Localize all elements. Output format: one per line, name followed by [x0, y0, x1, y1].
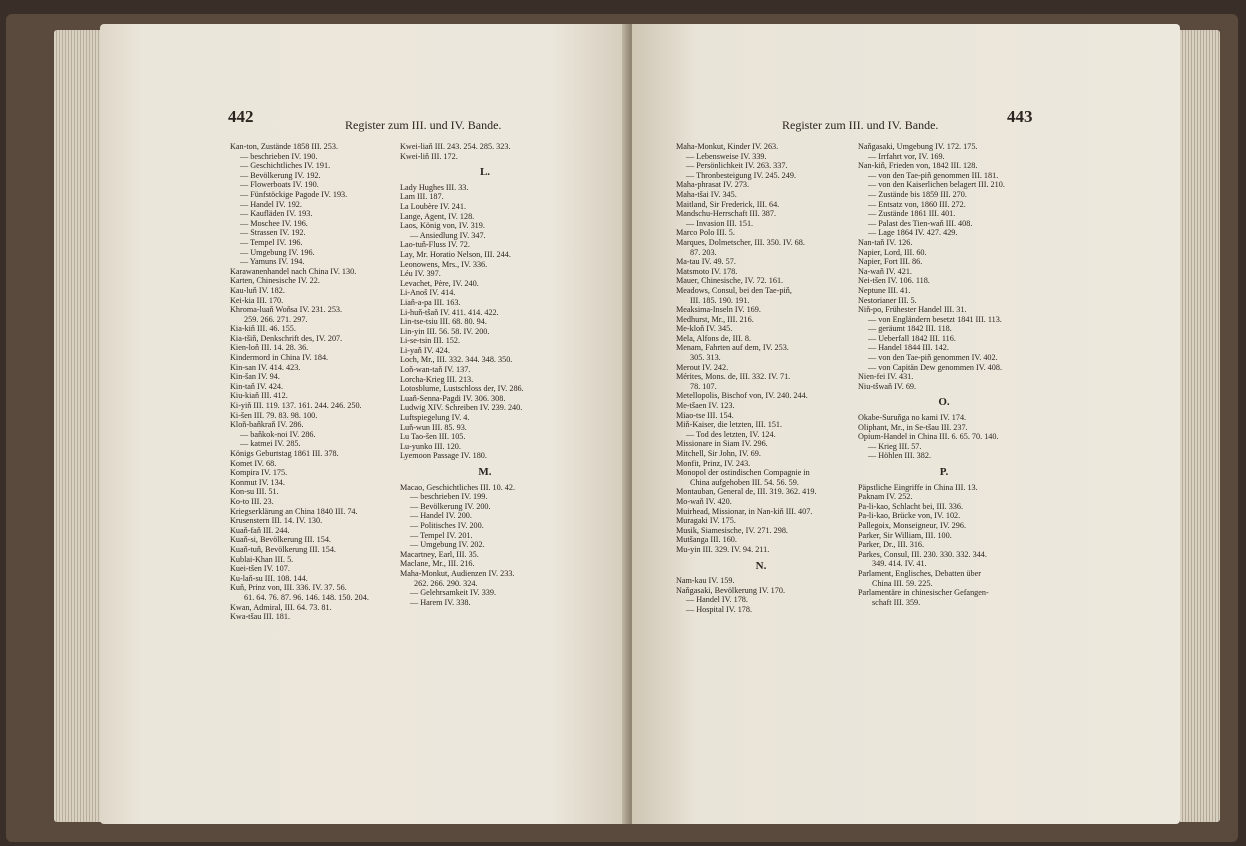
index-entry: — Zustände 1861 III. 401. [868, 209, 956, 219]
index-entry: Mérites, Mons. de, III. 332. IV. 71. [676, 372, 791, 382]
index-entry: Mandschu-Herrschaft III. 387. [676, 209, 777, 219]
index-entry: Marques, Dolmetscher, III. 350. IV. 68. [676, 237, 805, 247]
index-entry: — Tempel IV. 196. [240, 237, 303, 247]
index-entry: — Politisches IV. 200. [410, 520, 484, 530]
index-entry: 61. 64. 76. 87. 96. 146. 148. 150. 204. [244, 592, 369, 602]
index-entry: Kuaň-faň III. 244. [230, 525, 290, 535]
index-entry: schaft III. 359. [872, 597, 921, 607]
index-entry: Parlamentäre in chinesischer Gefangen- [858, 588, 989, 598]
index-entry: — Handel 1844 III. 142. [868, 343, 949, 353]
index-entry: 78. 107. [690, 381, 717, 391]
index-entry: Kien-loň III. 14. 28. 36. [230, 343, 309, 353]
left-page-edges [54, 30, 102, 822]
index-entry: Kuaň-si, Bevölkerung III. 154. [230, 535, 331, 545]
index-entry: Konmut IV. 134. [230, 477, 285, 487]
index-entry: 305. 313. [690, 353, 721, 363]
index-entry: Me-kloň IV. 345. [676, 324, 733, 334]
index-entry: — Hospital IV. 178. [686, 604, 753, 614]
index-entry: Ku-laň-su III. 108. 144. [230, 573, 308, 583]
index-entry: Li-Anoš IV. 414. [400, 288, 456, 298]
index-entry: Lay, Mr. Horatio Nelson, III. 244. [400, 249, 511, 259]
right-page [632, 24, 1180, 824]
index-entry: Lange, Agent, IV. 128. [400, 211, 475, 221]
index-entry: Kin-šan IV. 94. [230, 372, 280, 382]
right-column-2 [858, 142, 1030, 607]
index-entry: Medhurst, Mr., III. 216. [676, 314, 754, 324]
index-entry: Maha-tšai IV. 345. [676, 189, 737, 199]
index-entry: — beschrieben IV. 190. [240, 151, 318, 161]
index-entry: 259. 266. 271. 297. [244, 314, 308, 324]
index-entry: China aufgehoben III. 54. 56. 59. [690, 477, 799, 487]
index-entry: Parker, Sir William, III. 100. [858, 530, 952, 540]
left-running-header: Register zum III. und IV. Bande. [345, 118, 502, 132]
index-entry: — Flowerboats IV. 190. [240, 180, 319, 190]
index-entry: — Ueberfall 1842 III. 116. [868, 333, 956, 343]
index-entry: — Moschee IV. 196. [240, 218, 308, 228]
index-entry: Kia-kiň III. 46. 155. [230, 324, 296, 334]
index-entry: Maha-Monkut, Kinder IV. 263. [676, 142, 779, 151]
index-entry: — Invasion III. 151. [686, 218, 754, 228]
index-entry: Mela, Alfons de, III. 8. [676, 333, 752, 343]
index-entry: Lin-yin III. 56. 58. IV. 200. [400, 326, 490, 336]
index-entry: Khroma-luaň Woňsa IV. 231. 253. [230, 305, 343, 315]
index-entry: Metellopolis, Bischof von, IV. 240. 244. [676, 391, 808, 401]
index-entry: Kiu-kiaň III. 412. [230, 391, 288, 401]
index-entry: — Geschichtliches IV. 191. [240, 161, 331, 171]
index-entry: Ki-yiň III. 119. 137. 161. 244. 246. 250. [230, 401, 362, 411]
index-entry: — Umgebung IV. 202. [410, 540, 485, 550]
index-entry: Kon-su III. 51. [230, 487, 279, 497]
index-entry: — Bevölkerung IV. 200. [410, 501, 491, 511]
index-entry: Parkes, Consul, III. 230. 330. 332. 344. [858, 549, 987, 559]
index-entry: Parker, Dr., III. 316. [858, 540, 925, 550]
section-heading-p: P. [939, 466, 949, 478]
section-heading-l: L. [479, 166, 491, 179]
index-entry: — Handel IV. 200. [410, 511, 472, 521]
index-entry: Kin-taň IV. 424. [230, 381, 284, 391]
index-entry: — Gelehrsamkeit IV. 339. [410, 588, 497, 598]
index-entry: Kwan, Admiral, III. 64. 73. 81. [230, 602, 332, 612]
section-heading-o: O. [938, 396, 950, 409]
index-entry: Maclane, Mr., III. 216. [400, 559, 475, 569]
index-entry: Montauban, General de, III. 319. 362. 419. [676, 487, 817, 497]
index-entry: — Fünfstöckige Pagode IV. 193. [240, 189, 348, 199]
index-entry: 262. 266. 290. 324. [414, 578, 478, 588]
index-entry: Luň-wun III. 85. 93. [400, 422, 467, 432]
index-entry: Kwei-liň III. 172. [400, 151, 458, 161]
index-entry: — Lage 1864 IV. 427. 429. [868, 228, 958, 238]
index-entry: Li-yaň IV. 424. [400, 345, 450, 355]
index-entry: Lu-yunko III. 120. [400, 441, 461, 451]
index-entry: Oliphant, Mr., in Se-tšau III. 237. [858, 422, 968, 432]
index-entry: Kloň-baňkraň IV. 286. [230, 420, 304, 430]
section-heading-n: N. [755, 559, 767, 572]
index-entry: Lao-tuň-Fluss IV. 72. [400, 240, 470, 250]
index-entry: — Höhlen III. 382. [868, 451, 931, 461]
index-entry: Mo-waň IV. 420. [676, 496, 732, 506]
index-entry: 349. 414. IV. 41. [872, 559, 927, 569]
index-entry: — von den Tae-piň genommen III. 181. [868, 170, 999, 180]
left-column-2 [400, 142, 570, 607]
index-entry: — Ansiedlung IV. 347. [410, 230, 486, 240]
index-entry: Liaň-a-pa III. 163. [400, 297, 461, 307]
index-entry: Niň-po, Frühester Handel III. 31. [858, 305, 967, 315]
index-entry: Maha-Monkut, Audienzen IV. 233. [400, 568, 515, 578]
index-entry: Mutšanga III. 160. [676, 535, 737, 545]
index-entry: Parlament, Englisches, Debatten über [858, 568, 982, 578]
index-entry: Marco Polo III. 5. [676, 228, 735, 238]
index-entry: Napier, Lord, III. 60. [858, 247, 927, 257]
index-entry: Lu Tao-šen III. 105. [400, 432, 466, 442]
index-entry: Kia-tšiň, Denkschrift des, IV. 207. [230, 333, 343, 343]
index-entry: Maha-phrasat IV. 273. [676, 180, 750, 190]
index-entry: — Irrfahrt vor, IV. 169. [868, 151, 945, 161]
right-column-1 [676, 142, 846, 615]
index-entry: Macao, Geschichtliches III. 10. 42. [400, 482, 516, 492]
index-entry: — Tempel IV. 201. [410, 530, 473, 540]
index-entry: — Lebensweise IV. 339. [686, 151, 767, 161]
index-entry: — Thronbesteigung IV. 245. 249. [686, 170, 796, 180]
index-entry: 87. 203. [690, 247, 717, 257]
index-entry: — geräumt 1842 III. 118. [868, 324, 952, 334]
index-entry: Léu IV. 397. [400, 269, 441, 279]
index-entry: Nam-kau IV. 159. [676, 576, 735, 586]
index-entry: Monfit, Prinz, IV. 243. [676, 458, 751, 468]
index-entry: Kublai-Khan III. 5. [230, 554, 294, 564]
index-entry: Krusenstern III. 14. IV. 130. [230, 516, 323, 526]
index-entry: Kindermord in China IV. 184. [230, 353, 329, 363]
index-entry: Miň-Kaiser, die letzten, III. 151. [676, 420, 783, 430]
index-entry: Kwa-tšau III. 181. [230, 612, 291, 622]
index-entry: — Bevölkerung IV. 192. [240, 170, 321, 180]
index-entry: Kuň, Prinz von, III. 336. IV. 37. 56. [230, 583, 347, 593]
index-entry: Kompira IV. 175. [230, 468, 288, 478]
index-entry: Missionare in Siam IV. 296. [676, 439, 768, 449]
right-running-header: Register zum III. und IV. Bande. [782, 118, 939, 132]
index-entry: — Yamuns IV. 194. [240, 257, 305, 267]
index-entry: Musik, Siamesische, IV. 271. 298. [676, 525, 788, 535]
index-entry: — Harem IV. 338. [410, 597, 471, 607]
left-page [100, 24, 630, 824]
index-entry: China III. 59. 225. [872, 578, 933, 588]
index-entry: Muirhead, Missionar, in Nan-kiň III. 407. [676, 506, 813, 516]
index-entry: — Tod des letzten, IV. 124. [686, 429, 776, 439]
index-entry: Pa-li-kao, Schlacht bei, III. 336. [858, 501, 964, 511]
index-entry: Mu-yin III. 329. IV. 94. 211. [676, 544, 770, 554]
index-entry: Luftspiegelung IV. 4. [400, 413, 470, 423]
right-page-number: 443 [1007, 107, 1033, 126]
index-entry: Muragaki IV. 175. [676, 516, 736, 526]
index-entry: Lady Hughes III. 33. [400, 182, 469, 192]
index-entry: — katmei IV. 285. [240, 439, 301, 449]
index-entry: Loch, Mr., III. 332. 344. 348. 350. [400, 355, 513, 365]
index-entry: Leonowens, Mrs., IV. 336. [400, 259, 488, 269]
index-entry: — Kaufläden IV. 193. [240, 209, 313, 219]
index-entry: — Zustände bis 1859 III. 270. [868, 189, 967, 199]
index-entry: Maitland, Sir Frederick, III. 64. [676, 199, 780, 209]
index-entry: Ki-šen III. 79. 83. 98. 100. [230, 410, 318, 420]
index-entry: — Persönlichkeit IV. 263. 337. [686, 161, 788, 171]
index-entry: — Umgebung IV. 196. [240, 247, 315, 257]
index-entry: — von Capitän Dew genommen IV. 408. [868, 362, 1003, 372]
index-entry: Naňgasaki, Bevölkerung IV. 170. [676, 585, 785, 595]
index-entry: Nei-tšen IV. 106. 118. [858, 276, 930, 286]
index-entry: Meadows, Consul, bei den Tae-piň, [676, 285, 792, 295]
index-entry: Me-tšaen IV. 123. [676, 401, 735, 411]
index-entry: Kei-kia III. 170. [230, 295, 284, 305]
index-entry: Ko-to III. 23. [230, 496, 274, 506]
index-entry: Kuei-tšen IV. 107. [230, 564, 290, 574]
index-entry: Kau-luň IV. 182. [230, 285, 285, 295]
index-entry: Nan-taň IV. 126. [858, 237, 913, 247]
index-entry: — Palast des Tien-waň III. 408. [868, 218, 973, 228]
left-column-1 [230, 142, 390, 622]
index-entry: Ludwig XIV. Schreiben IV. 239. 240. [400, 403, 523, 413]
index-entry: Nien-fei IV. 431. [858, 372, 914, 382]
index-entry: Laos, König von, IV. 319. [400, 221, 485, 231]
index-entry: III. 185. 190. 191. [690, 295, 750, 305]
index-entry: Opium-Handel in China III. 6. 65. 70. 140. [858, 432, 999, 442]
index-entry: Pallegoix, Monseigneur, IV. 296. [858, 520, 966, 530]
index-entry: Naňgasaki, Umgebung IV. 172. 175. [858, 142, 978, 151]
index-entry: Levachet, Père, IV. 240. [400, 278, 479, 288]
index-entry: Li-huň-tšaň IV. 411. 414. 422. [400, 307, 499, 317]
index-entry: Na-waň IV. 421. [858, 266, 912, 276]
index-entry: — Entsatz von, 1860 III. 272. [868, 199, 966, 209]
index-entry: Kwei-liaň III. 243. 254. 285. 323. [400, 142, 511, 151]
index-entry: Kin-san IV. 414. 423. [230, 362, 301, 372]
index-entry: — Strassen IV. 192. [240, 228, 306, 238]
index-entry: Merout IV. 242. [676, 362, 729, 372]
left-page-number: 442 [228, 107, 254, 126]
index-entry: Lin-tse-tsiu III. 68. 80. 94. [400, 317, 487, 327]
index-entry: Komet IV. 68. [230, 458, 277, 468]
index-entry: Lyemoon Passage IV. 180. [400, 451, 487, 461]
index-entry: — Handel IV. 178. [686, 595, 748, 605]
index-entry: — baňkok-noi IV. 286. [240, 429, 316, 439]
index-entry: Karten, Chinesische IV. 22. [230, 276, 320, 286]
index-entry: Napier, Fort III. 86. [858, 257, 923, 267]
index-entry: — von Engländern besetzt 1841 III. 113. [868, 314, 1002, 324]
index-entry: Lam III. 187. [400, 192, 444, 202]
index-entry: — Krieg III. 57. [868, 441, 922, 451]
index-entry: Menam, Fahrten auf dem, IV. 253. [676, 343, 789, 353]
index-entry: La Loubère IV. 241. [400, 201, 467, 211]
index-entry: Loň-wan-taň IV. 137. [400, 365, 471, 375]
index-entry: Neptune III. 41. [858, 285, 911, 295]
index-entry: Ma-tau IV. 49. 57. [676, 257, 736, 267]
index-entry: Kriegserklärung an China 1840 III. 74. [230, 506, 358, 516]
index-entry: — von den Tae-piň genommen IV. 402. [868, 353, 998, 363]
index-entry: Kuaň-tuň, Bevölkerung III. 154. [230, 544, 336, 554]
index-entry: Lorcha-Krieg III. 213. [400, 374, 474, 384]
index-entry: Päpstliche Eingriffe in China III. 13. [858, 482, 978, 492]
index-entry: — von den Kaiserlichen belagert III. 210. [868, 180, 1005, 190]
section-heading-m: M. [478, 466, 492, 478]
index-entry: Mauer, Chinesische, IV. 72. 161. [676, 276, 784, 286]
index-entry: — beschrieben IV. 199. [410, 492, 488, 502]
index-entry: Macartney, Earl, III. 35. [400, 549, 479, 559]
index-entry: Lotosblume, Lustschloss der, IV. 286. [400, 384, 524, 394]
index-entry: Pa-li-kao, Brücke von, IV. 102. [858, 511, 961, 521]
index-entry: Mitchell, Sir John, IV. 69. [676, 449, 761, 458]
index-entry: Luaň-Senna-Pagdi IV. 306. 308. [400, 393, 506, 403]
index-entry: Königs Geburtstag 1861 III. 378. [230, 449, 339, 458]
index-entry: Matsmoto IV. 178. [676, 266, 738, 276]
index-entry: Paknam IV. 252. [858, 492, 913, 502]
right-page-edges [1180, 30, 1220, 822]
index-entry: Kan-ton, Zustände 1858 III. 253. [230, 142, 339, 151]
index-entry: Nan-kiň, Frieden von, 1842 III. 128. [858, 161, 978, 171]
index-entry: Nestorianer III. 5. [858, 295, 917, 305]
index-entry: Miao-tse III. 154. [676, 410, 734, 420]
index-entry: Niu-tšwaň IV. 69. [858, 381, 917, 391]
index-entry: Okabe-Suruňga no kami IV. 174. [858, 413, 967, 423]
index-entry: — Handel IV. 192. [240, 199, 302, 209]
index-entry: Meaksima-Inseln IV. 169. [676, 305, 761, 315]
index-entry: Li-se-tsin III. 152. [400, 336, 461, 346]
index-entry: Monopol der ostindischen Compagnie in [676, 468, 810, 478]
index-entry: Karawanenhandel nach China IV. 130. [230, 266, 357, 276]
